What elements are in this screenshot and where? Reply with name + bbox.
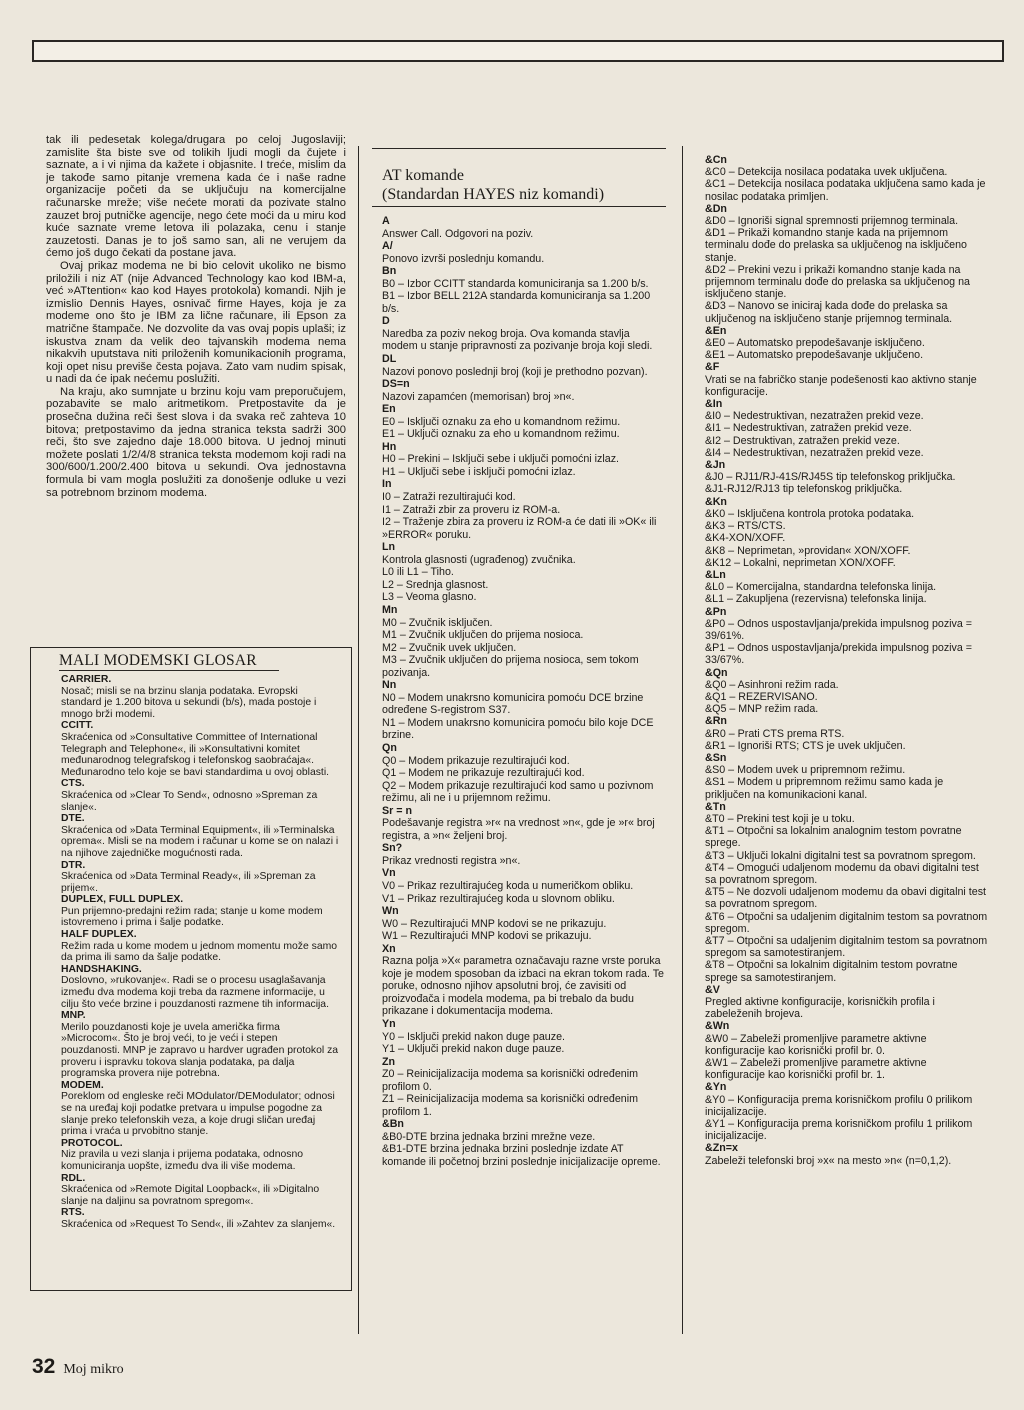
glossary-definition: Skraćenica od »Data Terminal Ready«, ili »Spreman za prijem«.: [61, 871, 316, 894]
command-key: En: [382, 403, 396, 416]
command-key: Mn: [382, 603, 398, 616]
glossary-definition: Skraćenica od »Request To Send«, ili »Zahtev za slanjem«.: [61, 1218, 336, 1230]
command-description: &K12 – Lokalni, neprimetan XON/XOFF.: [705, 556, 896, 569]
glossary-definition: Poreklom od engleske reči MOdulator/DEModulator; odnosi se na uređaj koji podatke pretvara u impulse pogodne za slanje preko telefonskih veza, a koje drugi sličan uređaj prima i vraća u prvobitno stanje.: [61, 1091, 335, 1138]
command-key: &Zn=x: [705, 1142, 738, 1155]
command-description: &P0 – Odnos uspostavljanja/prekida impulsnog poziva = 39/61%.: [705, 617, 973, 642]
command-description: Q1 – Modem ne prikazuje rezultirajući kod.: [382, 767, 585, 780]
command-entry: [698, 752, 988, 801]
command-description: N1 – Modem unakrsno komunicira pomoću bilo koje DCE brzine.: [382, 716, 654, 742]
command-description: &T8 – Otpočni sa lokalnim digitalnim testom povratne sprege sa samotestiranjem.: [705, 959, 958, 984]
command-description: &C1 – Detekcija nosilaca podataka uključena samo kada je nosilac podataka primljen.: [705, 178, 986, 203]
command-key: &F: [705, 361, 720, 374]
command-entry: [372, 441, 666, 479]
command-description: &Y1 – Konfiguracija prema korisničkom profilu 1 prilikom inicijalizacije.: [705, 1118, 973, 1143]
glossary-definition: Merilo pouzdanosti koje je uvela američka firma »Microcom«. Što je broj veći, to je veći i stepen pouzdanosti. MNP je zapravo u hardver ugrađen protokol za proveru i ispravku tokova slanja podataka, pa dalja programska provera nije potrebna.: [61, 1021, 339, 1080]
glossary-definition: Skraćenica od »Data Terminal Equipment«, ili »Terminalska oprema«. Misli se na modem i računar u kome se on nalazi i na njihove zajedničke mogućnosti rada.: [61, 824, 339, 859]
glossary-definition: Skraćenica od »Clear To Send«, odnosno »Spreman za slanje«.: [61, 789, 318, 813]
command-entry: [372, 215, 666, 240]
glossary-term: CARRIER.: [61, 674, 112, 685]
command-description: Q2 – Modem prikazuje rezultirajući kod samo u pozivnom režimu, ali ne i u prijemnom režimu.: [382, 779, 654, 805]
command-entry: [698, 801, 988, 984]
at-commands-list: [372, 215, 666, 1169]
command-description: &K0 – Isključena kontrola protoka podataka.: [705, 507, 915, 520]
command-entry: [372, 679, 666, 742]
command-description: &I4 – Nedestruktivan, nezatražen prekid veze.: [705, 446, 924, 459]
glossary-definition: Nosač; misli se na brzinu slanja podataka. Evropski standard je 1.200 bitova u sekundi (b/s), mada postoje i mnogo brži modemi.: [61, 685, 317, 720]
command-entry: [698, 569, 988, 606]
command-description: &K4-XON/XOFF.: [705, 532, 786, 545]
command-description: Prikaz vrednosti registra »n«.: [382, 854, 521, 867]
page-footer: [32, 1355, 124, 1379]
command-description: &T1 – Otpočni sa lokalnim analognim testom povratne sprege.: [705, 825, 962, 850]
command-key: &Kn: [705, 495, 727, 508]
command-entry: [372, 1018, 666, 1056]
command-entry: [372, 1056, 666, 1119]
command-key: &Pn: [705, 605, 727, 618]
command-description: &Y0 – Konfiguracija prema korisničkom profilu 0 prilikom inicijalizacije.: [705, 1093, 973, 1118]
command-entry: [698, 1142, 988, 1166]
command-key: In: [382, 478, 392, 491]
command-key: Sr = n: [382, 804, 412, 817]
command-description: &T0 – Prekini test koji je u toku.: [705, 812, 855, 825]
command-description: &K3 – RTS/CTS.: [705, 520, 786, 533]
command-description: &C0 – Detekcija nosilaca podataka uvek uključena.: [705, 166, 948, 179]
command-key: Wn: [382, 905, 399, 918]
command-entry: [698, 1081, 988, 1142]
command-description: &Q1 – REZERVISANO.: [705, 690, 818, 703]
command-key: DS=n: [382, 378, 410, 391]
command-description: M0 – Zvučnik isključen.: [382, 616, 493, 629]
command-entry: [698, 325, 988, 362]
command-entry: [372, 805, 666, 843]
command-key: &Wn: [705, 1020, 730, 1033]
command-description: Z0 – Reinicijalizacija modema sa korisnički određenim profilom 0.: [382, 1068, 639, 1093]
magazine-name: Moj mikro: [63, 1362, 124, 1377]
command-description: &D2 – Prekini vezu i prikaži komandno stanje kada na prijemnom terminalu dođe do prelaska sa uključenog na isključeno stanje.: [705, 263, 970, 301]
command-description: Zabeleži telefonski broj »x« na mesto »n« (n=0,1,2).: [705, 1154, 952, 1167]
command-key: Qn: [382, 741, 397, 754]
command-key: &Tn: [705, 800, 726, 813]
column-rule-left: [358, 146, 359, 1334]
command-key: D: [382, 315, 390, 328]
command-entry: [698, 203, 988, 325]
command-entry: [372, 403, 666, 441]
command-description: &J0 – RJ11/RJ-41S/RJ45S tip telefonskog priključka.: [705, 471, 956, 484]
command-description: &S0 – Modem uvek u pripremnom režimu.: [705, 764, 906, 777]
command-entry: [372, 905, 666, 943]
command-description: M1 – Zvučnik uključen do prijema nosioca.: [382, 629, 584, 642]
command-description: V0 – Prikaz rezultirajućeg koda u numeričkom obliku.: [382, 879, 634, 892]
command-entry: [372, 315, 666, 353]
command-key: DL: [382, 353, 397, 366]
command-entry: [372, 353, 666, 378]
article-paragraph: Ovaj prikaz modema ne bi bio celovit ukoliko ne bismo priložili i niz AT (nije Advanced Technology kao kod IBM-a, već »ATtention« kao kod Hayes protokola) komandi. Njih je izmislio Dennis Hayes, osnivač firme Hayes, koja je za modeme ono što je IBM za lične računare, ili Epson za matrične štampače. Ne dozvolite da vas ovaj popis uplaši; iz iskustva znam da velik deo tajvanskih modema nema nikakvih uputstava niti priloženih komunikacionih programa, koji opet nisu previše česta pojava. Zato vam nudim spisak, u nadi da će ipak nećemu poslužiti.: [46, 259, 346, 386]
command-entry: [372, 867, 666, 905]
command-entry: [698, 361, 988, 398]
article-paragraph: tak ili pedesetak kolega/drugara po celoj Jugoslaviji; zamislite šta biste sve od tolikih ljudi mogli da čujete i saznate, a i vi njima da kažete i objasnite. I treće, mislim da je takođe samo pitanje vremena kada će i naše radne organizacije početi da se uključuju na komercijalne računarske mreže; više nećete morati da pozivate stalno zauzet broj putničke agencije, nego ćete moći da u miru kod kuće saznate vreme letova ili polazaka, cenu i stanje zauzetosti. Danas je to još samo san, ali ne verujem da ćemo još dugo čekati da postane java.: [46, 134, 346, 260]
glossary-term: RTS.: [61, 1207, 85, 1219]
command-description: Z1 – Reinicijalizacija modema sa korisnički određenim profilom 1.: [382, 1093, 639, 1118]
command-description: &B0-DTE brzina jednaka brzini mrežne veze.: [382, 1130, 596, 1143]
command-description: H1 – Uključi sebe i isključi pomoćni izlaz.: [382, 465, 576, 478]
command-description: Nazovi ponovo poslednji broj (koji je prethodno pozvan).: [382, 365, 648, 378]
command-key: &Qn: [705, 666, 728, 679]
command-description: &T3 – Uključi lokalni digitalni test sa povratnom spregom.: [705, 849, 976, 862]
at-commands-subtitle: (Standardan HAYES niz komandi): [372, 185, 666, 207]
command-description: &Q0 – Asinhroni režim rada.: [705, 678, 839, 691]
command-key: &Rn: [705, 715, 727, 728]
glossary-term: HANDSHAKING.: [61, 963, 142, 975]
command-entry: [372, 604, 666, 679]
glossary-term: CCITT.: [61, 720, 94, 732]
command-description: &T7 – Otpočni sa udaljenim digitalnim testom sa povratnom spregom sa samotestiranjem.: [705, 935, 988, 960]
glossary-definition: Režim rada u kome modem u jednom momentu može samo da prima ili samo da šalje podatke.: [61, 940, 338, 964]
command-description: &R0 – Prati CTS prema RTS.: [705, 727, 845, 740]
command-description: Podešavanje registra »r« na vrednost »n«, gde je »r« broj registra, a »n« željeni broj.: [382, 817, 655, 842]
command-description: &D1 – Prikaži komandno stanje kada na prijemnom terminalu dođe do prelaska sa uključenog na isključeno stanje.: [705, 227, 968, 264]
command-key: &Ln: [705, 568, 726, 581]
command-entry: [372, 742, 666, 805]
glossary-term: RDL.: [61, 1172, 86, 1184]
command-entry: [372, 943, 666, 1018]
command-key: &En: [705, 324, 727, 337]
command-description: &P1 – Odnos uspostavljanja/prekida impulsnog poziva = 33/67%.: [705, 642, 973, 667]
command-description: H0 – Prekini – Isključi sebe i uključi pomoćni izlaz.: [382, 453, 620, 466]
command-description: I0 – Zatraži rezultirajući kod.: [382, 491, 516, 504]
command-description: &I1 – Nedestruktivan, zatražen prekid veze.: [705, 422, 912, 435]
command-entry: [372, 265, 666, 315]
page-header-box: [32, 40, 1004, 62]
command-entry: [698, 667, 988, 716]
command-description: Answer Call. Odgovori na poziv.: [382, 227, 534, 240]
command-description: Vrati se na fabričko stanje podešenosti kao aktivno stanje konfiguracije.: [705, 373, 977, 398]
command-description: &I2 – Destruktivan, zatražen prekid veze.: [705, 434, 900, 447]
command-entry: [698, 459, 988, 496]
command-entry: [698, 154, 988, 203]
article-body: [46, 134, 346, 642]
command-description: N0 – Modem unakrsno komunicira pomoću DCE brzine određene S-registrom S37.: [382, 691, 644, 717]
command-description: &Q5 – MNP režim rada.: [705, 703, 819, 716]
at-commands-box: [372, 148, 666, 1333]
ampersand-commands-list: [698, 154, 988, 1167]
command-entry: [372, 240, 666, 265]
command-entry: [372, 478, 666, 541]
command-description: B1 – Izbor BELL 212A standarda komuniciranja sa 1.200 b/s.: [382, 290, 651, 315]
command-key: Nn: [382, 679, 397, 692]
command-description: &T4 – Omogući udaljenom modemu da obavi digitalni test sa povratnom spregom.: [705, 861, 979, 886]
command-description: L0 ili L1 – Tiho.: [382, 566, 454, 579]
command-description: Nazovi zapamćen (memorisan) broj »n«.: [382, 390, 575, 403]
glossary-definition: Skraćenica od »Consultative Committee of International Telegraph and Telephone«, ili »Konsultativni komitet međunarodnog telegrafskog i telefonskog saobraćaja«. Međunarodno telo koje se bavi standardima u ovoj oblasti.: [61, 731, 330, 778]
command-entry: [372, 378, 666, 403]
command-description: &S1 – Modem u pripremnom režimu samo kada je priključen na komunikacioni kanal.: [705, 776, 944, 801]
command-entry: [372, 1118, 666, 1168]
command-key: A/: [382, 240, 393, 253]
command-key: Yn: [382, 1018, 396, 1030]
glossary-term: MNP.: [61, 1010, 86, 1022]
command-description: &B1-DTE brzina jednaka brzini poslednje izdate AT komande ili početnoj brzini poslednje inicijalizacije opreme.: [382, 1143, 661, 1169]
command-description: Razna polja »X« parametra označavaju razne vrste poruka koje je modem sposoban da izbaci na ekran tokom rada. Te poruke, odnosno njihov apsolutni broj, će zavisiti od proizvođača i modela modema, pa bi trebalo da budu prikazane i dokumentacija modema.: [382, 955, 664, 1018]
command-description: E0 – Isključi oznaku za eho u komandnom režimu.: [382, 415, 621, 428]
command-key: &Cn: [705, 154, 727, 166]
command-key: &In: [705, 398, 723, 411]
command-description: Pregled aktivne konfiguracije, korisničkih profila i zabeleženih brojeva.: [705, 996, 935, 1021]
command-description: Q0 – Modem prikazuje rezultirajući kod.: [382, 754, 570, 767]
command-description: Naredba za poziv nekog broja. Ova komanda stavlja modem u stanje pripravnosti za pozivanje broja koji sledi.: [382, 327, 653, 353]
command-description: &D0 – Ignoriši signal spremnosti prijemnog terminala.: [705, 215, 959, 228]
glossary-term: PROTOCOL.: [61, 1137, 123, 1149]
command-description: &T6 – Otpočni sa udaljenim digitalnim testom sa povratnom spregom.: [705, 910, 988, 935]
command-entry: [698, 984, 988, 1021]
command-description: &W1 – Zabeleži promenljive parametre aktivne konfiguracije kao korisnički profil br. 1.: [705, 1057, 927, 1082]
command-key: Bn: [382, 265, 397, 278]
command-description: Y1 – Uključi prekid nakon duge pauze.: [382, 1043, 565, 1056]
command-key: Xn: [382, 942, 396, 955]
command-entry: [372, 541, 666, 604]
glossary-definition: Doslovno, »rukovanje«. Radi se o procesu usaglašavanja između dva modema koji treba da razmene informacije, u cilju što veće brzine i pouzdanosti razmene tih informacija.: [61, 975, 329, 1010]
command-description: &D3 – Nanovo se iniciraj kada dođe do prelaska sa uključenog na isključeno stanje prijemnog terminala.: [705, 300, 953, 325]
command-description: &W0 – Zabeleži promenljive parametre aktivne konfiguracije kao korisnički profil br. 0.: [705, 1032, 927, 1057]
command-description: I2 – Traženje zbira za proveru iz ROM-a će dati ili »OK« ili »ERROR« poruku.: [382, 516, 657, 541]
glossary-term: DUPLEX, FULL DUPLEX.: [61, 894, 184, 906]
command-key: &V: [705, 983, 720, 996]
command-description: I1 – Zatraži zbir za proveru iz ROM-a.: [382, 503, 561, 516]
command-key: Zn: [382, 1055, 396, 1068]
column-rule-right: [682, 146, 683, 1334]
command-description: W0 – Rezultirajući MNP kodovi se ne prikazuju.: [382, 917, 607, 930]
command-key: Hn: [382, 440, 397, 453]
command-key: Ln: [382, 541, 396, 554]
glossary-definition: Niz pravila u vezi slanja i prijema podataka, odnosno komuniciranja uopšte, između dva ili više modema.: [61, 1149, 304, 1172]
command-description: &R1 – Ignoriši RTS; CTS je uvek uključen.: [705, 739, 906, 752]
glossary-term: HALF DUPLEX.: [61, 929, 137, 941]
ampersand-commands-column: [698, 154, 988, 1334]
glossary-definition: Skraćenica od »Remote Digital Loopback«, ili »Digitalno slanje na daljinu sa povratnom spregom«.: [61, 1184, 320, 1207]
glossary-definition: Pun prijemno-predajni režim rada; stanje u kome modem istovremeno i prima i šalje podatke.: [61, 905, 323, 929]
command-description: M3 – Zvučnik uključen do prijema nosioca, sem tokom pozivanja.: [382, 654, 639, 679]
command-entry: [698, 398, 988, 459]
page-number: 32: [32, 1355, 56, 1378]
command-description: &K8 – Neprimetan, »providan« XON/XOFF.: [705, 544, 911, 557]
command-description: L3 – Veoma glasno.: [382, 591, 477, 604]
glossary-term: MODEM.: [61, 1079, 104, 1091]
article-paragraph: Na kraju, ako sumnjate u brzinu koju vam preporučujem, pozabavite se malo aritmetikom. Pretpostavite da je prosečna dužina reči šest slova i da svaka reč zahteva 10 bitova; pretpostavimo da jedna stranica teksta sadrži 300 reči, što sve zajedno daje 18.000 bitova. U jednoj minuti možete poslati 1/2/4/8 stranica teksta modemom koji radi na 300/600/1.200/2.400 bitova u sekundi. Ova jednostavna formula bi vam mogla poslužiti za donošenje odluke u vezi sa potrebnom brzinom modema.: [46, 385, 346, 499]
command-key: A: [382, 215, 390, 227]
command-description: &E1 – Automatsko prepodešavanje uključeno.: [705, 349, 924, 362]
command-description: &J1-RJ12/RJ13 tip telefonskog priključka.: [705, 483, 903, 496]
command-description: &I0 – Nedestruktivan, nezatražen prekid veze.: [705, 410, 924, 423]
command-description: &L0 – Komercijalna, standardna telefonska linija.: [705, 581, 937, 594]
command-key: &Jn: [705, 459, 726, 472]
glossary-term: CTS.: [61, 778, 85, 790]
command-description: &L1 – Zakupljena (rezervisna) telefonska linija.: [705, 593, 927, 606]
command-entry: [698, 496, 988, 569]
command-description: E1 – Uključi oznaku za eho u komandnom režimu.: [382, 428, 620, 441]
command-key: &Sn: [705, 751, 727, 764]
glossary-term: DTE.: [61, 813, 85, 825]
command-key: Vn: [382, 867, 396, 880]
command-description: M2 – Zvučnik uvek uključen.: [382, 641, 517, 654]
command-key: &Yn: [705, 1081, 727, 1094]
command-description: Kontrola glasnosti (ugrađenog) zvučnika.: [382, 553, 576, 566]
command-key: Sn?: [382, 842, 403, 855]
glossary-term: DTR.: [61, 859, 86, 871]
command-description: B0 – Izbor CCITT standarda komuniciranja sa 1.200 b/s.: [382, 277, 649, 290]
command-description: Ponovo izvrši poslednju komandu.: [382, 252, 545, 265]
glossary-title: MALI MODEMSKI GLOSAR: [59, 652, 279, 671]
command-key: &Dn: [705, 202, 727, 215]
command-description: Y0 – Isključi prekid nakon duge pauze.: [382, 1030, 565, 1043]
command-description: V1 – Prikaz rezultirajućeg koda u slovnom obliku.: [382, 892, 615, 905]
command-description: W1 – Rezultirajući MNP kodovi se prikazuju.: [382, 930, 592, 943]
command-entry: [698, 1020, 988, 1081]
command-description: L2 – Srednja glasnost.: [382, 578, 489, 591]
command-key: &Bn: [382, 1118, 404, 1131]
glossary-list: [61, 674, 339, 1231]
at-commands-title: AT komande: [372, 148, 666, 185]
command-entry: [698, 715, 988, 752]
command-entry: [698, 606, 988, 667]
command-description: &T5 – Ne dozvoli udaljenom modemu da obavi digitalni test sa povratnom spregom.: [705, 886, 987, 911]
command-entry: [372, 842, 666, 867]
command-description: &E0 – Automatsko prepodešavanje isključeno.: [705, 337, 925, 350]
modem-glossary-box: [30, 647, 352, 1291]
